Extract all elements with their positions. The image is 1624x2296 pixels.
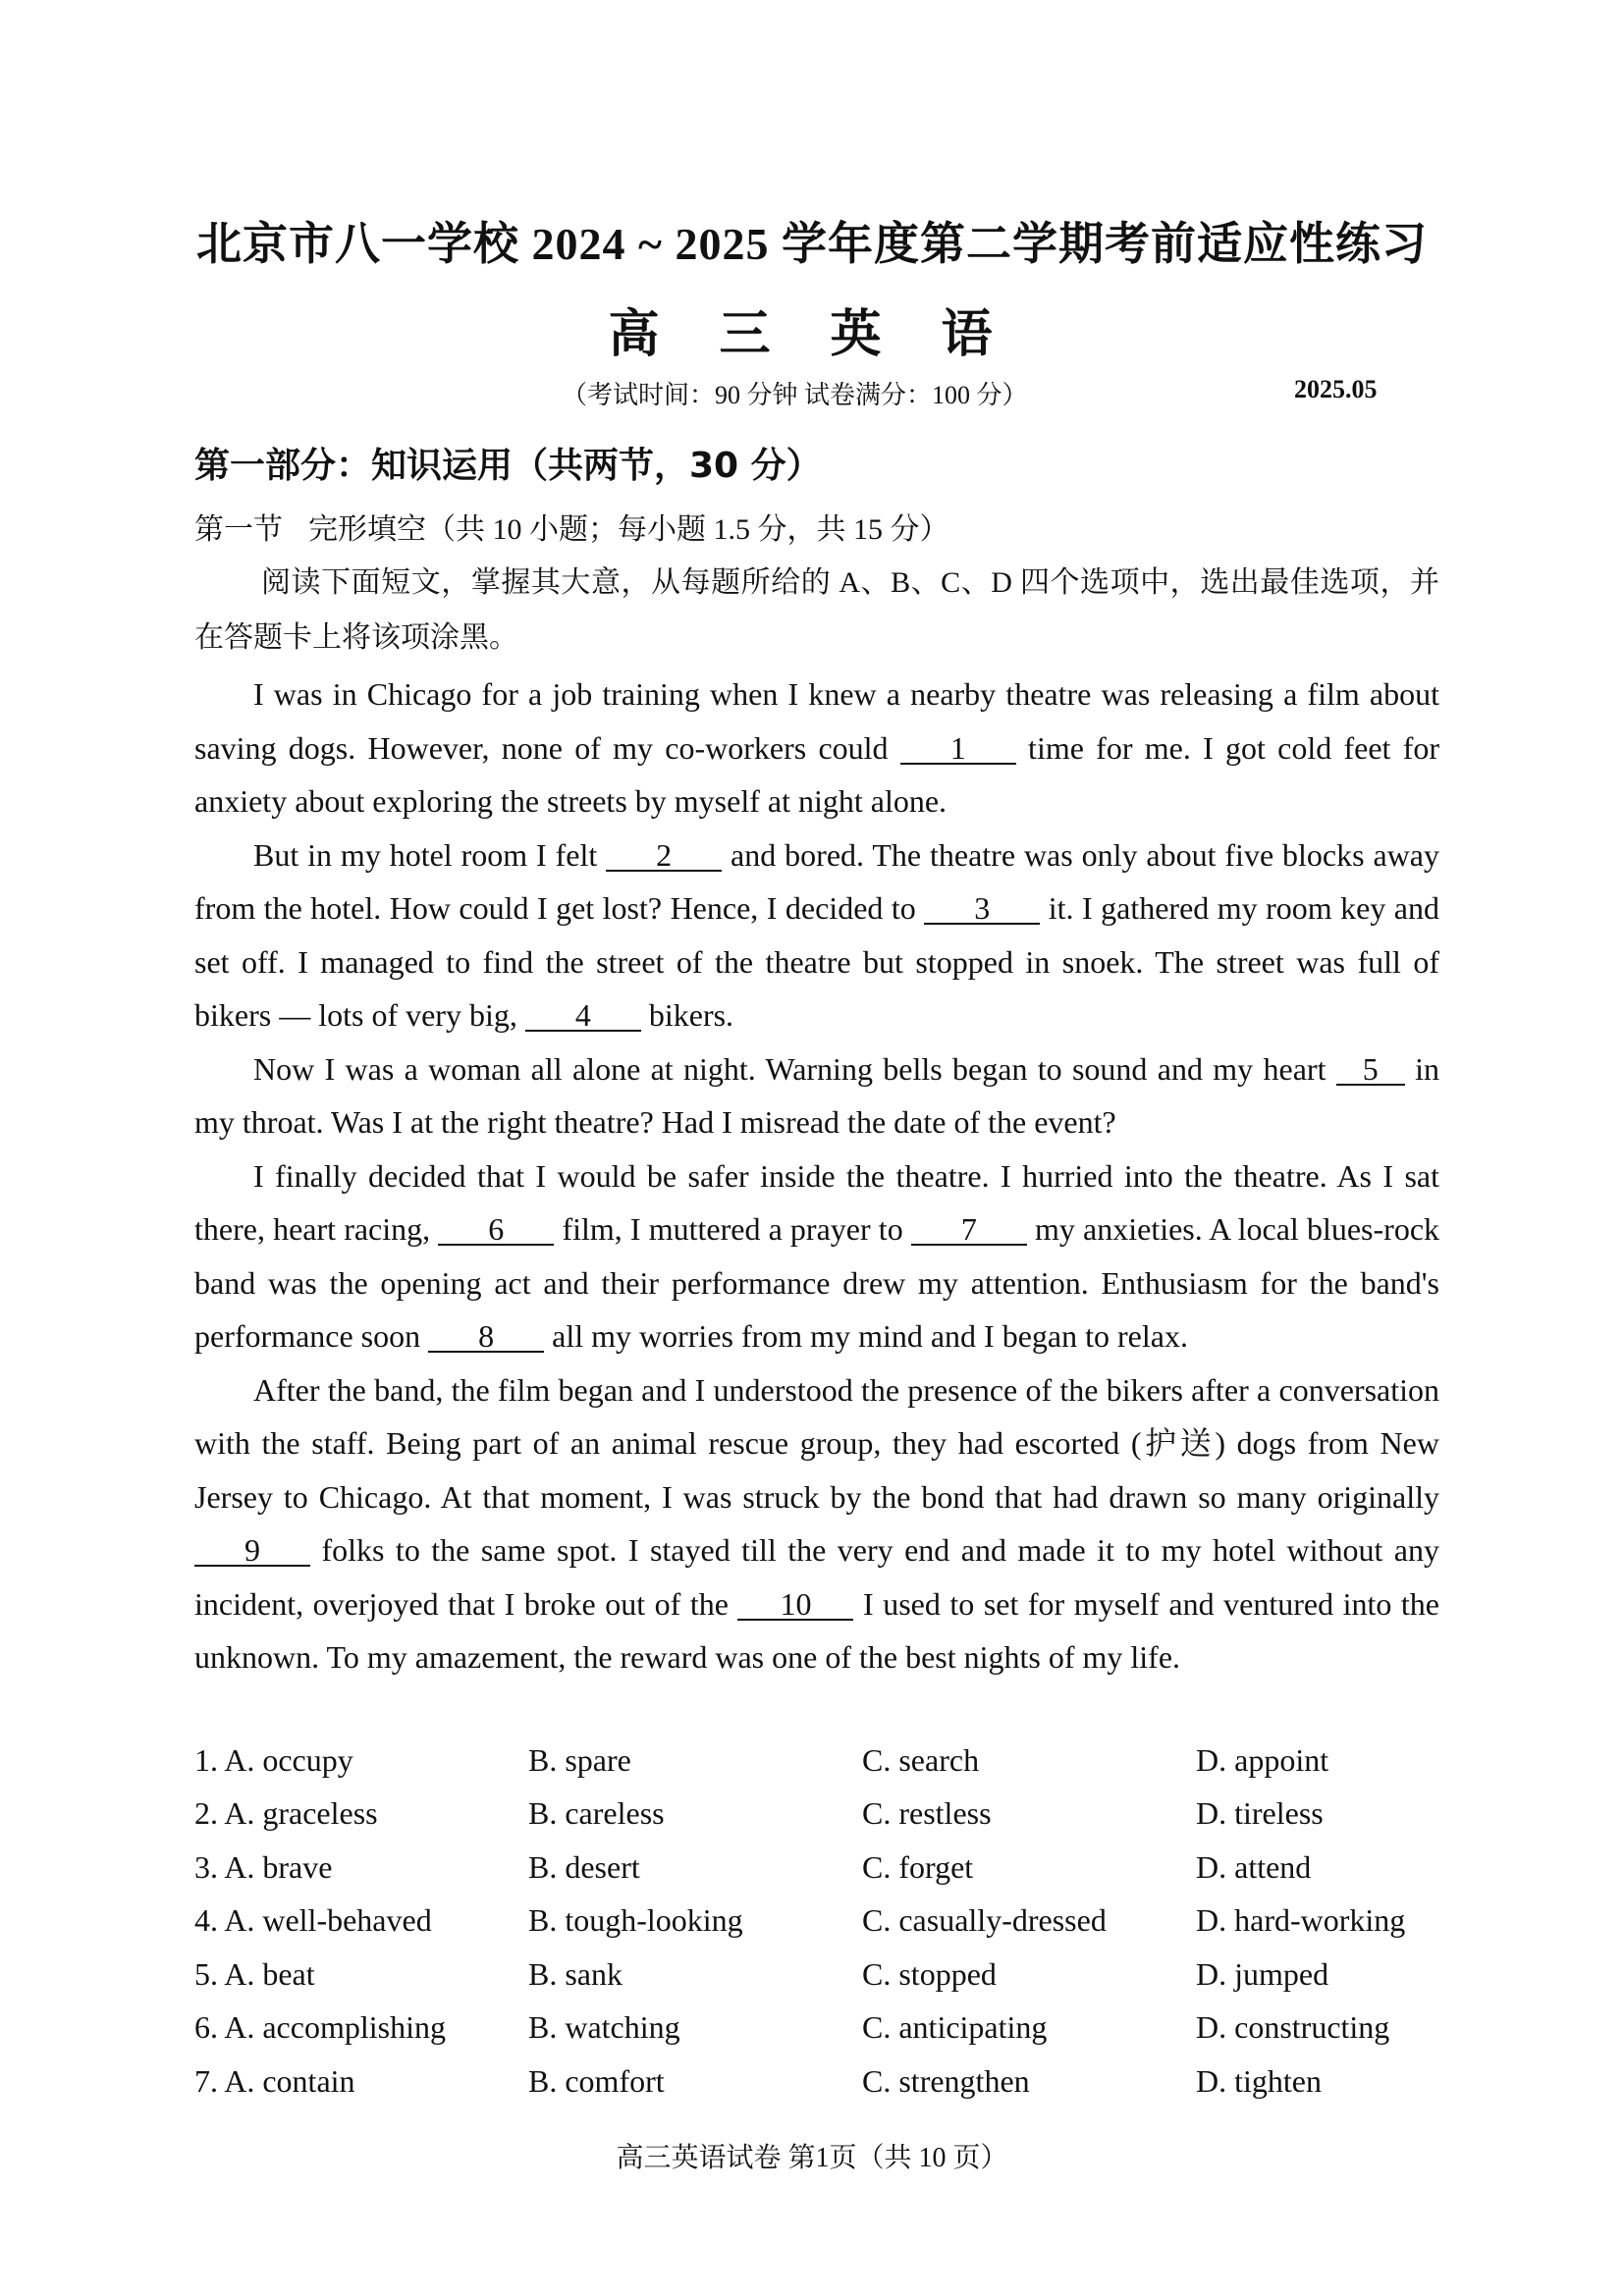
passage-text: time for me. I got cold feet for anxiety about exploring the streets by myself at night alone. bbox=[194, 729, 1439, 819]
option-b: B. careless bbox=[528, 1795, 665, 1832]
passage-text: I was in Chicago for a job training when I knew a nearby theatre was releasing a film about saving dogs. However, none of my co-workers could bbox=[194, 676, 1439, 766]
passage-text: film, I muttered a prayer to bbox=[554, 1211, 911, 1247]
exam-date: 2025.05 bbox=[1294, 375, 1378, 403]
instructions: 阅读下面短文，掌握其大意，从每题所给的 A、B、C、D 四个选项中，选出最佳选项，并在答题卡上将该项涂黑。 bbox=[194, 566, 1439, 654]
blank-6: 6 bbox=[438, 1214, 554, 1246]
option-c: C. forget bbox=[862, 1848, 974, 1885]
option-b: B. sank bbox=[528, 1955, 623, 1992]
option-a: 5. A. beat bbox=[194, 1955, 315, 1992]
option-row bbox=[194, 1895, 1471, 1949]
exam-info: （考试时间：90 分钟 试卷满分：100 分） bbox=[562, 381, 1028, 409]
subject-title: 高 三 英 语 bbox=[608, 307, 1016, 363]
option-a: 1. A. occupy bbox=[194, 1741, 353, 1778]
option-b: B. tough-looking bbox=[528, 1902, 743, 1939]
option-row bbox=[194, 2002, 1471, 2056]
blank-8: 8 bbox=[428, 1321, 544, 1353]
answer-options bbox=[194, 1734, 1471, 2109]
option-a: 2. A. graceless bbox=[194, 1795, 378, 1832]
option-row bbox=[194, 1788, 1471, 1842]
part-heading: 第一部分：知识运用（共两节，30 分） bbox=[194, 446, 822, 486]
option-d: D. tireless bbox=[1196, 1795, 1324, 1832]
page-footer: 高三英语试卷 第1页（共 10 页） bbox=[616, 2143, 1008, 2173]
blank-9: 9 bbox=[194, 1535, 310, 1567]
blank-7: 7 bbox=[911, 1214, 1027, 1246]
option-a: 7. A. contain bbox=[194, 2062, 355, 2099]
blank-1: 1 bbox=[900, 733, 1016, 765]
paragraph-5 bbox=[194, 1363, 1439, 1684]
option-row bbox=[194, 1734, 1471, 1788]
paragraph-4 bbox=[194, 1149, 1439, 1363]
passage-text: folks to the same spot. I stayed till the very end and made it to my hotel without any incident, overjoyed that I broke out of the bbox=[194, 1532, 1439, 1622]
option-c: C. anticipating bbox=[862, 2009, 1048, 2046]
blank-10: 10 bbox=[737, 1589, 853, 1621]
option-row bbox=[194, 1841, 1471, 1895]
passage-text: I finally decided that I would be safer inside the theatre. I hurried into the theatre. As I sat there, heart racing, bbox=[194, 1157, 1439, 1247]
blank-5: 5 bbox=[1336, 1054, 1405, 1086]
passage-text: After the band, the film began and I understood the presence of the bikers after a conversation with the staff. Being part of an animal rescue group, they had escorted (护送) dogs from New Jersey to Chicago. At that moment, I was struck by the bond that had drawn so many originally bbox=[194, 1371, 1439, 1515]
option-row bbox=[194, 2055, 1471, 2109]
option-d: D. tighten bbox=[1196, 2062, 1322, 2099]
cloze-passage bbox=[194, 667, 1439, 1684]
option-d: D. appoint bbox=[1196, 1741, 1329, 1778]
option-d: D. attend bbox=[1196, 1848, 1312, 1885]
option-d: D. hard-working bbox=[1196, 1902, 1406, 1939]
blank-4: 4 bbox=[525, 1000, 641, 1032]
option-d: D. constructing bbox=[1196, 2009, 1390, 2046]
passage-text: in my throat. Was I at the right theatre? Had I misread the date of the event? bbox=[194, 1050, 1440, 1140]
option-c: C. restless bbox=[862, 1795, 992, 1832]
option-c: C. strengthen bbox=[862, 2062, 1030, 2099]
passage-text: I used to set for myself and ventured into the unknown. To my amazement, the reward was one of the best nights of my life. bbox=[194, 1585, 1440, 1675]
passage-text: Now I was a woman all alone at night. Warning bells began to sound and my heart bbox=[253, 1050, 1336, 1087]
option-c: C. casually-dressed bbox=[862, 1902, 1107, 1939]
option-b: B. comfort bbox=[528, 2062, 665, 2099]
section-title: 完形填空（共 10 小题；每小题 1.5 分，共 15 分） bbox=[308, 513, 949, 546]
section-heading bbox=[194, 505, 949, 548]
option-b: B. watching bbox=[528, 2009, 680, 2046]
option-a: 6. A. accomplishing bbox=[194, 2009, 446, 2046]
section-label: 第一节 bbox=[194, 513, 283, 546]
option-c: C. stopped bbox=[862, 1955, 997, 1992]
option-c: C. search bbox=[862, 1741, 980, 1778]
paragraph-1 bbox=[194, 667, 1439, 828]
option-a: 4. A. well-behaved bbox=[194, 1902, 432, 1939]
passage-text: But in my hotel room I felt bbox=[253, 836, 607, 873]
blank-2: 2 bbox=[606, 840, 722, 872]
option-a: 3. A. brave bbox=[194, 1848, 333, 1885]
option-d: D. jumped bbox=[1196, 1955, 1329, 1992]
option-b: B. spare bbox=[528, 1741, 631, 1778]
blank-3: 3 bbox=[924, 893, 1040, 925]
option-b: B. desert bbox=[528, 1848, 640, 1885]
passage-text: bikers. bbox=[640, 997, 734, 1033]
passage-text: my anxieties. A local blues-rock band was the opening act and their performance drew my attention. Enthusiasm for the band's performance soon bbox=[194, 1211, 1440, 1354]
option-row bbox=[194, 1948, 1471, 2002]
paragraph-3 bbox=[194, 1042, 1439, 1149]
passage-text: all my worries from my mind and I began to relax. bbox=[544, 1318, 1188, 1354]
school-title: 北京市八一学校 2024 ~ 2025 学年度第二学期考前适应性练习 bbox=[196, 219, 1428, 269]
passage-text: and bored. The theatre was only about five blocks away from the hotel. How could I get lost? Hence, I decided to bbox=[194, 836, 1440, 926]
passage-text: it. I gathered my room key and set off. I managed to find the street of the theatre but stopped in snoek. The street was full of bikers — lots of very big, bbox=[194, 890, 1440, 1033]
paragraph-2 bbox=[194, 828, 1439, 1042]
